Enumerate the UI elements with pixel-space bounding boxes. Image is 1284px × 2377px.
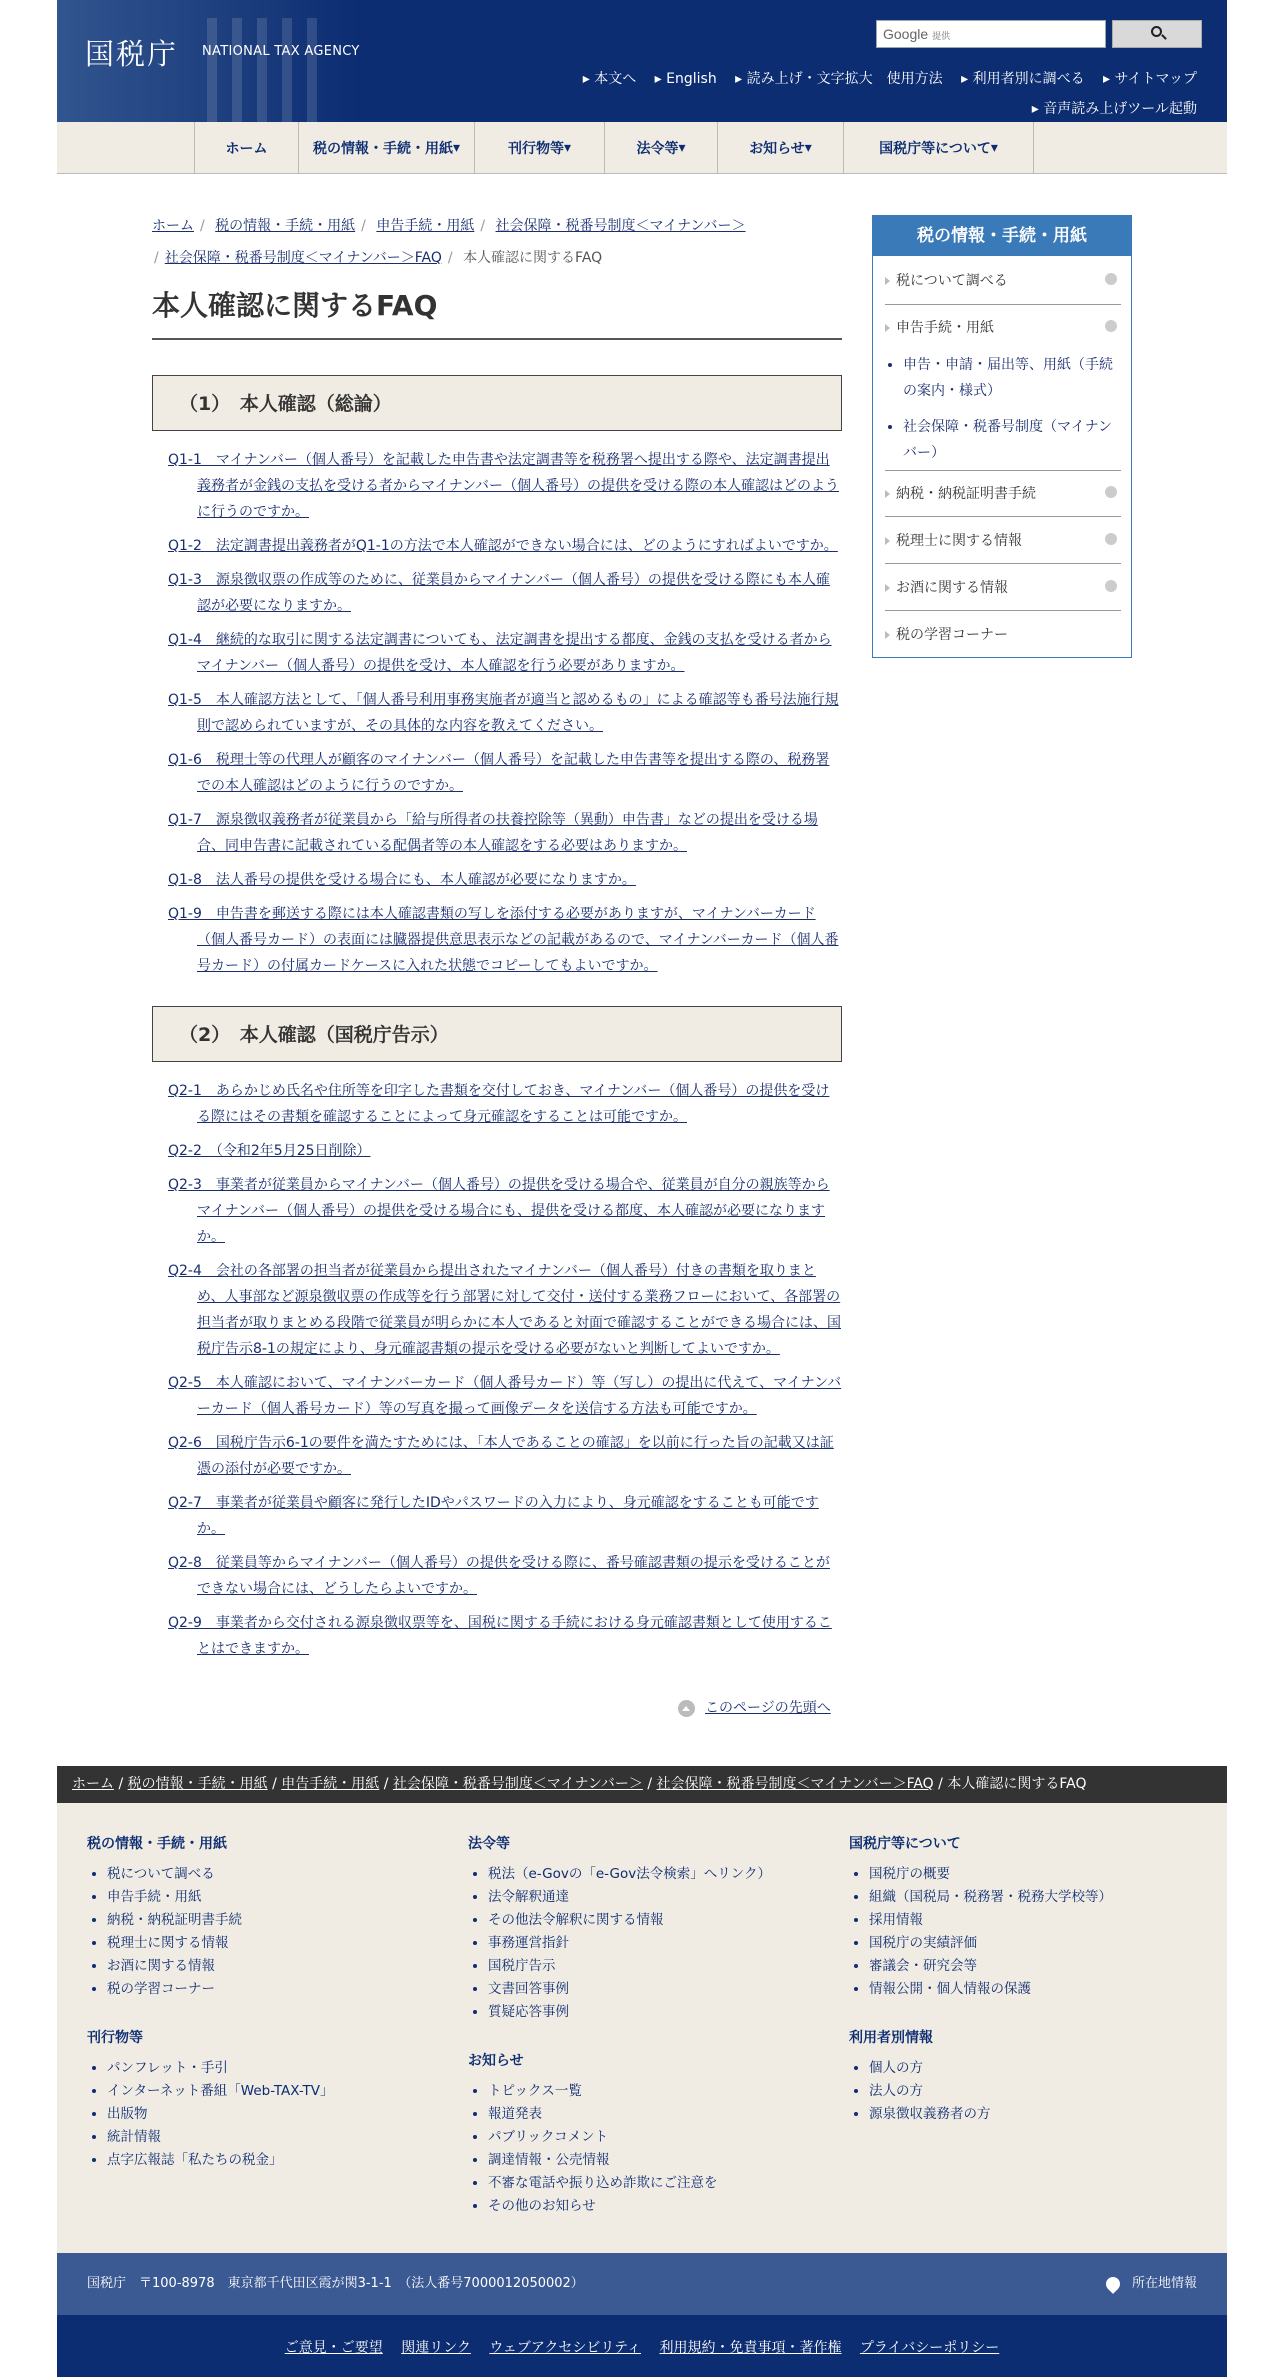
footer-breadcrumb: ホーム / 税の情報・手続・用紙 / 申告手続・用紙 / 社会保障・税番号制度＜マイナンバー＞ / 社会保障・税番号制度＜マイナンバー＞FAQ / 本人確認に関するFAQ [57, 1766, 1227, 1803]
voice-tool-link[interactable]: ▸ 音声読み上げツール起動 [1031, 101, 1197, 117]
faq-item [168, 1430, 842, 1482]
sidebar-subitem[interactable]: • 申告・申請・届出等、用紙（手続の案内・様式） [903, 352, 1113, 404]
faq-item [168, 533, 842, 559]
gnav-publications[interactable]: 刊行物等 ▾ [475, 122, 605, 174]
search-input[interactable] [876, 20, 1106, 48]
faq-link[interactable]: Q2-5 本人確認において、マイナンバーカード（個人番号カード）等（写し）の提出に代えて、マイナンバーカード（個人番号カード）等の写真を撮って画像データを送信する方法も可能ですか。 [168, 1375, 842, 1417]
arrow-up-icon [678, 1700, 695, 1717]
sidebar-title: 税の情報・手続・用紙 [873, 216, 1131, 256]
footer-link[interactable]: • パンフレット・手引 [107, 2057, 333, 2080]
faq-item [168, 1370, 842, 1422]
faq-link[interactable]: Q1-4 継続的な取引に関する法定調書についても、法定調書を提出する都度、金銭の支払を受ける者からマイナンバー（個人番号）の提供を受け、本人確認を行う必要がありますか。 [168, 632, 832, 674]
faq-link[interactable]: Q2-2 （令和2年5月25日削除） [168, 1143, 371, 1159]
footer-link[interactable]: • 源泉徴収義務者の方 [869, 2103, 1112, 2126]
footer-link-related[interactable]: 関連リンク [401, 2340, 471, 2356]
faq-item [168, 1258, 842, 1362]
faq-link[interactable]: Q1-2 法定調書提出義務者がQ1-1の方法で本人確認ができない場合には、どのようにすればよいですか。 [168, 538, 838, 554]
breadcrumb-mynumber-faq[interactable]: 社会保障・税番号制度＜マイナンバー＞FAQ [164, 250, 442, 266]
footer-link-accessibility[interactable]: ウェブアクセシビリティ [489, 2340, 642, 2356]
sidebar [872, 215, 1132, 658]
faq-item [168, 1138, 842, 1164]
page-top-link[interactable]: このページの先頭へ [678, 1697, 831, 1717]
footer-link[interactable]: • 統計情報 [107, 2126, 333, 2149]
map-pin-icon [1103, 2274, 1123, 2294]
footer-col-about [849, 1833, 1112, 2126]
section-heading: （1） 本人確認（総論） [152, 375, 842, 431]
sidebar-item-taxaccountant[interactable]: 税理士に関する情報 [885, 530, 1121, 550]
circle-arrow-icon [1105, 320, 1117, 332]
footer-link[interactable]: • 組織（国税局・税務署・税務大学校等） [869, 1886, 1112, 1909]
breadcrumb-filing[interactable]: 申告手続・用紙 [376, 218, 475, 234]
faq-item [168, 687, 842, 739]
util-link-byuser[interactable]: ▸ 利用者別に調べる [961, 71, 1085, 87]
faq-item [168, 1172, 842, 1250]
footer-link[interactable]: • 調達情報・公売情報 [488, 2149, 771, 2172]
footer-link[interactable]: • 採用情報 [869, 1909, 1112, 1932]
footer-link[interactable]: • その他のお知らせ [488, 2195, 771, 2218]
footer-link[interactable]: • インターネット番組「Web-TAX-TV」 [107, 2080, 333, 2103]
search-brand: Google [883, 26, 929, 42]
faq-link[interactable]: Q2-3 事業者が従業員からマイナンバー（個人番号）の提供を受ける場合や、従業員が自分の親族等からマイナンバー（個人番号）の提供を受ける場合にも、提供を受ける都度、本人確認が必要になりますか。 [168, 1177, 830, 1245]
gnav-news[interactable]: お知らせ ▾ [718, 122, 844, 174]
footer-link[interactable]: • 税について調べる [107, 1863, 333, 1886]
util-link-honbun[interactable]: ▸ 本文へ [582, 71, 637, 87]
circle-arrow-icon [1105, 273, 1117, 285]
faq-link[interactable]: Q2-8 従業員等からマイナンバー（個人番号）の提供を受ける際に、番号確認書類の提示を受けることができない場合には、どうしたらよいですか。 [168, 1555, 830, 1597]
faq-link[interactable]: Q2-9 事業者から交付される源泉徴収票等を、国税に関する手続における身元確認書類として使用することはできますか。 [168, 1615, 832, 1657]
footer-link[interactable]: • 税法（e-Govの「e-Gov法令検索」へリンク） [488, 1863, 771, 1886]
footer-link[interactable]: • 審議会・研究会等 [869, 1955, 1112, 1978]
footer-heading[interactable]: 税の情報・手続・用紙 [87, 1836, 227, 1852]
address-text: 国税庁 〒100-8978 東京都千代田区霞が関3-1-1 （法人番号7000012050002） [87, 2276, 584, 2291]
footer-link[interactable]: • 文書回答事例 [488, 1978, 771, 2001]
circle-arrow-icon [1105, 580, 1117, 592]
arrow-right-icon [885, 537, 890, 545]
faq-link[interactable]: Q1-9 申告書を郵送する際には本人確認書類の写しを添付する必要がありますが、マイナンバーカード（個人番号カード）の表面には臓器提供意思表示などの記載があるので、マイナンバーカード（個人番号カード）の付属カードケースに入れた状態でコピーしてもよいですか。 [168, 906, 839, 974]
sidebar-item-liquor[interactable]: お酒に関する情報 [885, 577, 1121, 597]
circle-arrow-icon [1105, 533, 1117, 545]
faq-item [168, 1078, 842, 1130]
sidebar-item-learning[interactable]: 税の学習コーナー [885, 624, 1121, 644]
breadcrumb-current: 本人確認に関するFAQ [463, 250, 603, 266]
footer-link[interactable]: • お酒に関する情報 [107, 1955, 333, 1978]
breadcrumb-current: 本人確認に関するFAQ [947, 1776, 1087, 1792]
sidebar-item-search[interactable]: 税について調べる [885, 270, 1121, 290]
faq-item [168, 901, 842, 979]
footer-link[interactable]: • 個人の方 [869, 2057, 1112, 2080]
util-link-readaloud[interactable]: ▸ 読み上げ・文字拡大 使用方法 [735, 71, 943, 87]
footer-link[interactable]: • 出版物 [107, 2103, 333, 2126]
footer-col-laws [468, 1833, 771, 2218]
faq-item [168, 1610, 842, 1662]
page-title: 本人確認に関するFAQ [152, 284, 842, 340]
footer-link[interactable]: • 情報公開・個人情報の保護 [869, 1978, 1112, 2001]
footer-link[interactable]: • トピックス一覧 [488, 2080, 771, 2103]
faq-item [168, 447, 842, 525]
footer-link[interactable]: • 納税・納税証明書手続 [107, 1909, 333, 1932]
footer-link[interactable]: • 税理士に関する情報 [107, 1932, 333, 1955]
footer-link[interactable]: • 事務運営指針 [488, 1932, 771, 1955]
breadcrumb-home[interactable]: ホーム [152, 218, 194, 234]
faq-item [168, 747, 842, 799]
footer-link[interactable]: • 国税庁の概要 [869, 1863, 1112, 1886]
breadcrumb-tax-info[interactable]: 税の情報・手続・用紙 [215, 218, 356, 234]
gnav-tax-info[interactable]: 税の情報・手続・用紙 ▾ [299, 122, 475, 174]
breadcrumb-home[interactable]: ホーム [72, 1776, 114, 1792]
footer-heading[interactable]: 刊行物等 [87, 2030, 143, 2046]
breadcrumb-filing[interactable]: 申告手続・用紙 [281, 1776, 380, 1792]
gnav-about[interactable]: 国税庁等について ▾ [844, 122, 1034, 174]
gnav-laws[interactable]: 法令等 ▾ [605, 122, 718, 174]
faq-item [168, 867, 842, 893]
footer-link-feedback[interactable]: ご意見・ご要望 [284, 2340, 383, 2356]
footer-link[interactable]: • 税の学習コーナー [107, 1978, 333, 2001]
faq-link[interactable]: Q1-1 マイナンバー（個人番号）を記載した申告書や法定調書等を税務署へ提出する際や、法定調書提出義務者が金銭の支払を受ける者からマイナンバー（個人番号）の提供を受ける際の本人確認はどのように行うのですか。 [168, 452, 840, 520]
faq-link[interactable]: Q1-7 源泉徴収義務者が従業員から「給与所得者の扶養控除等（異動）申告書」などの提出を受ける場合、同申告書に記載されている配偶者等の本人確認をする必要はありますか。 [168, 812, 818, 854]
footer-link[interactable]: • 法令解釈通達 [488, 1886, 771, 1909]
footer-link[interactable]: • 不審な電話や振り込め詐欺にご注意を [488, 2172, 771, 2195]
footer-link[interactable]: • 国税庁告示 [488, 1955, 771, 1978]
footer-link[interactable]: • 国税庁の実績評価 [869, 1932, 1112, 1955]
footer-bottom-links [57, 2315, 1227, 2377]
breadcrumb-mynumber[interactable]: 社会保障・税番号制度＜マイナンバー＞ [392, 1776, 643, 1792]
breadcrumb-tax-info[interactable]: 税の情報・手続・用紙 [127, 1776, 268, 1792]
arrow-right-icon [885, 584, 890, 592]
gnav-home[interactable]: ホーム [195, 122, 299, 174]
footer-link-terms[interactable]: 利用規約・免責事項・著作権 [659, 2340, 842, 2356]
footer-link[interactable]: • その他法令解釈に関する情報 [488, 1909, 771, 1932]
site-header [57, 0, 1227, 122]
breadcrumb-mynumber-faq[interactable]: 社会保障・税番号制度＜マイナンバー＞FAQ [656, 1776, 934, 1792]
util-link-sitemap[interactable]: ▸ サイトマップ [1103, 71, 1197, 87]
footer-link[interactable]: • 申告手続・用紙 [107, 1886, 333, 1909]
footer-link[interactable]: • 報道発表 [488, 2103, 771, 2126]
logo-english: NATIONAL TAX AGENCY [202, 44, 360, 59]
search-tag: 提供 [932, 31, 951, 41]
sidebar-subitem[interactable]: • 社会保障・税番号制度（マイナンバー） [903, 414, 1113, 466]
faq-link[interactable]: Q1-8 法人番号の提供を受ける場合にも、本人確認が必要になりますか。 [168, 872, 636, 888]
faq-link[interactable]: Q2-1 あらかじめ氏名や住所等を印字した書類を交付しておき、マイナンバー（個人番号）の提供を受ける際にはその書類を確認することによって身元確認をすることは可能ですか。 [168, 1083, 830, 1125]
sidebar-sublist [903, 352, 1113, 466]
faq-link[interactable]: Q1-6 税理士等の代理人が顧客のマイナンバー（個人番号）を記載した申告書等を提出する際の、税務署での本人確認はどのように行うのですか。 [168, 752, 830, 794]
arrow-right-icon [885, 277, 890, 285]
faq-section-2 [152, 1006, 842, 1662]
circle-arrow-icon [1105, 486, 1117, 498]
footer-link[interactable]: • パブリックコメント [488, 2126, 771, 2149]
section-heading: （2） 本人確認（国税庁告示） [152, 1006, 842, 1062]
faq-item [168, 1550, 842, 1602]
faq-section-1 [152, 375, 842, 979]
footer-link[interactable]: • 法人の方 [869, 2080, 1112, 2103]
footer-heading[interactable]: 法令等 [468, 1836, 510, 1852]
search-button[interactable] [1112, 20, 1202, 48]
footer-link-privacy[interactable]: プライバシーポリシー [859, 2340, 1000, 2356]
footer-link[interactable]: • 点字広報誌「私たちの税金」 [107, 2149, 333, 2172]
footer-link[interactable]: • 質疑応答事例 [488, 2001, 771, 2024]
faq-link[interactable]: Q1-3 源泉徴収票の作成等のために、従業員からマイナンバー（個人番号）の提供を受ける際にも本人確認が必要になりますか。 [168, 572, 830, 614]
sidebar-item-filing[interactable]: 申告手続・用紙 [885, 317, 1121, 337]
breadcrumb: ホーム / 税の情報・手続・用紙 / 申告手続・用紙 / 社会保障・税番号制度＜マイナンバー＞ / 社会保障・税番号制度＜マイナンバー＞FAQ / 本人確認に関するFAQ [152, 218, 746, 266]
arrow-right-icon [885, 324, 890, 332]
footer-heading[interactable]: 利用者別情報 [849, 2030, 933, 2046]
footer-heading[interactable]: 国税庁等について [849, 1836, 961, 1852]
utility-links [569, 68, 1197, 88]
logo[interactable]: 国税庁 [85, 37, 179, 71]
arrow-right-icon [885, 490, 890, 498]
search-icon [1151, 26, 1162, 37]
faq-link[interactable]: Q2-4 会社の各部署の担当者が従業員から提出されたマイナンバー（個人番号）付きの書類を取りまとめ、人事部など源泉徴収票の作成等を行う部署に対して交付・送付する業務フローにおいて、各部署の担当者が取りまとめる段階で従業員が明らかに本人であると対面で確認することができる場合には、国税庁告示8-1の規定により、身元確認書類の提示を受ける必要がないと判断してよいですか。 [168, 1263, 841, 1357]
footer-heading[interactable]: お知らせ [468, 2053, 524, 2069]
footer-col-tax-info [87, 1833, 333, 2172]
faq-link[interactable]: Q2-6 国税庁告示6-1の要件を満たすためには、「本人であることの確認」を以前に行った旨の記載又は証憑の添付が必要ですか。 [168, 1435, 834, 1477]
global-nav [57, 122, 1227, 174]
breadcrumb-mynumber[interactable]: 社会保障・税番号制度＜マイナンバー＞ [495, 218, 746, 234]
footer-nav [57, 1803, 1227, 2253]
util-link-english[interactable]: ▸ English [654, 71, 717, 87]
faq-item [168, 627, 842, 679]
footer-address [57, 2253, 1227, 2315]
location-link[interactable]: 所在地情報 [1106, 2253, 1197, 2315]
faq-link[interactable]: Q1-5 本人確認方法として、「個人番号利用事務実施者が適当と認めるもの」による確認等も番号法施行規則で認められていますが、その具体的な内容を教えてください。 [168, 692, 839, 734]
faq-item [168, 1490, 842, 1542]
faq-item [168, 567, 842, 619]
sidebar-item-payment[interactable]: 納税・納税証明書手続 [885, 483, 1121, 503]
faq-link[interactable]: Q2-7 事業者が従業員や顧客に発行したIDやパスワードの入力により、身元確認をすることも可能ですか。 [168, 1495, 819, 1537]
arrow-right-icon [885, 631, 890, 639]
faq-item [168, 807, 842, 859]
